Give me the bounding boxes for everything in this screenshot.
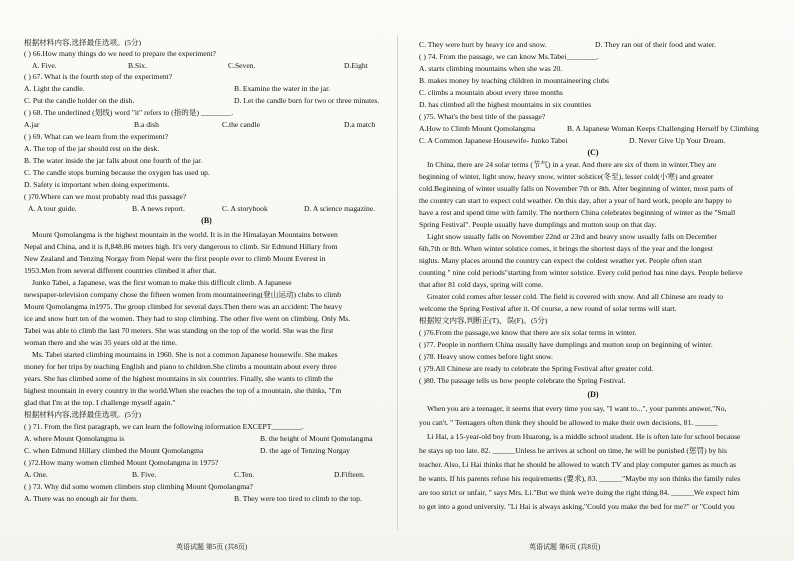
- q71-option-c: C. when Edmund Hillary climbed the Mount Qomolangma: [24, 446, 204, 455]
- passage-d-line: you can't. " Teenagers often think they should be allowed to make their own decisions, 81. ______: [419, 418, 718, 427]
- passage-c-line: welcome the Spring Festival after it. Of course, a new round of solar terms will start.: [419, 304, 677, 313]
- passage-c-line: have a rest and spend time with family. The northern China celebrates beginning of winter as the "Small: [419, 208, 736, 217]
- passage-b-line: 1953.Men from several different countries climbed it after that.: [24, 266, 217, 275]
- passage-b-line: Tabei was able to climb the last 70 meters. She was standing on the top of the world. She was the first: [24, 326, 334, 335]
- tf-item-77: ( )77. People in northern China usually have dumplings and mutton soup on beginning of winter.: [419, 340, 713, 349]
- q68-option-b: B.a dish: [134, 120, 159, 129]
- passage-d-line: are too strict or unfair, " says Mrs. Li."But we think we're doing the right thing.84. ______We expect him: [419, 488, 740, 497]
- q75-option-a: A.How to Climb Mount Qomolangma: [419, 124, 536, 133]
- q72-option-d: D.Fifteen.: [334, 470, 365, 479]
- q71-stem: ( ) 71. From the first paragraph, we can learn the following information EXCEPT________.: [24, 422, 304, 431]
- page-footer-left: 英语试题 第5页 (共8页): [176, 543, 248, 551]
- q69-option-b: B. The water inside the jar falls about one fourth of the jar.: [24, 156, 203, 165]
- q73-option-a: A. There was no enough air for them.: [24, 494, 138, 503]
- instruction-text-c: 根据短文内容,判断正(T)、误(F)。(5分): [419, 316, 548, 325]
- q74-option-d: D. has climbed all the highest mountains in six countries: [419, 100, 592, 109]
- passage-b-line: New Zealand and Tenzing Norgay from Nepal were the first people ever to climb Mount Everest in: [24, 254, 326, 263]
- passage-b-line: Junko Tabei, a Japanese, was the first woman to make this difficult climb. A Japanese: [32, 278, 292, 287]
- q70-option-a: A. A tour guide.: [28, 204, 77, 213]
- q67-option-d: D. Let the candle burn for two or three minutes.: [234, 96, 380, 105]
- passage-c-line: Light snow usually falls on November 22nd or 23rd and heavy snow usually falls on December: [427, 232, 717, 241]
- q73-stem: ( ) 73. Why did some women climbers stop climbing Mount Qomolangma?: [24, 482, 253, 491]
- tf-item-80: ( )80. The passage tells us how people celebrate the Spring Festival.: [419, 376, 626, 385]
- passage-c-line: beginning of winter, light snow, heavy snow, winter solstice(冬至), lesser cold(小寒) and greater: [419, 172, 714, 181]
- q71-option-a: A. where Mount Qomolangma is: [24, 434, 125, 443]
- passage-c-line: Greater cold comes after lesser cold. The field is covered with snow. And all Chinese are ready to: [427, 292, 724, 301]
- q70-option-d: D. A science magazine.: [304, 204, 376, 213]
- q74-option-a: A. starts climbing mountains when she was 20.: [419, 64, 563, 73]
- passage-b-line: highest mountain in every country in the world.When she reaches the top of a mountain, she thinks, "I'm: [24, 386, 342, 395]
- passage-d-line: Li Hai, a 15-year-old boy from Huarong, is a middle school student. He is often late for school because: [427, 432, 741, 441]
- passage-b-label: (B): [201, 216, 212, 225]
- passage-d-label: (D): [587, 390, 599, 399]
- q69-option-a: A. The top of the jar should rest on the desk.: [24, 144, 160, 153]
- passage-d-line: teacher. Also, Li Hai thinks that he should be allowed to watch TV and play computer games as much as: [419, 460, 737, 469]
- q68-option-c: C.the candle: [222, 120, 260, 129]
- passage-b-line: glad that I'm at the top. I challenge myself again.": [24, 398, 176, 407]
- q69-option-c: C. The candle stops burning because the oxygen has used up.: [24, 168, 210, 177]
- q70-option-b: B. A news report.: [132, 204, 185, 213]
- passage-c-line: counting " nine cold periods"starting from winter solstice. Every cold period has nine days. People believe: [419, 268, 743, 277]
- passage-d-line: to get into a good university. "Li Hai is always asking,"Could you make the bed for me?" or "Could you: [419, 502, 735, 511]
- passage-b-line: woman there and she was 35 years old at the time.: [24, 338, 177, 347]
- q74-stem: ( ) 74. From the passage, we can know Ms.Tabei________.: [419, 52, 599, 61]
- q72-option-c: C.Ten.: [234, 470, 255, 479]
- passage-d-line: he stays up too late. 82. ______Unless he arrives at school on time, he will be punished (惩罚) by his: [419, 446, 727, 455]
- q66-stem: ( ) 66.How many things do we need to prepare the experiment?: [24, 49, 216, 58]
- q74-option-c: C. climbs a mountain about every three months: [419, 88, 563, 97]
- q71-option-d: D. the age of Tenzing Norgay: [260, 446, 350, 455]
- q75-stem: ( )75. What's the best title of the passage?: [419, 112, 546, 121]
- tf-item-78: ( )78. Heavy snow comes before light snow.: [419, 352, 553, 361]
- q68-option-a: A.jar: [24, 120, 40, 129]
- q70-option-c: C. A storybook: [222, 204, 268, 213]
- q68-stem: ( ) 68. The underlined (划线) word "it" refers to (指的是) ________.: [24, 108, 234, 117]
- q73-option-c: C. They were hurt by heavy ice and snow.: [419, 40, 547, 49]
- q67-stem: ( ) 67. What is the fourth step of the experiment?: [24, 72, 173, 81]
- q69-option-d: D. Safety is important when doing experiments.: [24, 180, 170, 189]
- q75-option-d: D. Never Give Up Your Dream.: [629, 136, 726, 145]
- passage-d-line: he wants. If his parents refuse his requirements (要求), 83. ______"Maybe my son thinks the family rules: [419, 474, 741, 483]
- q66-option-b: B.Six.: [128, 61, 147, 70]
- q72-option-a: A. One.: [24, 470, 48, 479]
- tf-item-79: ( )79.All Chinese are ready to celebrate the Spring Festival after greater cold.: [419, 364, 654, 373]
- passage-c-line: 6th,7th or 8th. When winter solstice comes, it brings the shortest days of the year and the longest: [419, 244, 713, 253]
- column-divider: [397, 35, 398, 530]
- passage-c-line: In China, there are 24 solar terms (节气) in a year. And there are six of them in winter.They are: [427, 160, 717, 169]
- q69-stem: ( ) 69. What can we learn from the experiment?: [24, 132, 169, 141]
- passage-b-line: years. She has climbed some of the highest mountains in six countries. Finally, she wants to climb the: [24, 374, 334, 383]
- passage-b-line: Ms. Tabei started climbing mountains in 1960. She is not a common Japanese housewife. She makes: [32, 350, 338, 359]
- right-column: [407, 0, 779, 561]
- q67-option-b: B. Examine the water in the jar.: [234, 84, 331, 93]
- q73-option-b: B. They were too tired to climb to the top.: [234, 494, 362, 503]
- passage-b-line: Nepal and China, and it is 8,848.86 meters high. It's very dangerous to climb. Sir Edmund Hillary from: [24, 242, 338, 251]
- q73-option-d: D. They ran out of their food and water.: [595, 40, 716, 49]
- passage-c-label: (C): [587, 148, 599, 157]
- q75-option-c: C. A Common Japanese Housewife- Junko Tabei: [419, 136, 568, 145]
- q67-option-c: C. Put the candle holder on the dish.: [24, 96, 135, 105]
- instruction-text: 根据材料内容,选择最佳选项。(5分): [24, 38, 142, 47]
- passage-c-line: the country can start to expect cold weather. On this day, after a year of hard work, people are happy to: [419, 196, 732, 205]
- q74-option-b: B. makes money by teaching children in mountaineering clubs: [419, 76, 610, 85]
- tf-item-76: ( )76.From the passage,we know that there are six solar terms in winter.: [419, 328, 637, 337]
- passage-c-line: Spring Festival". People usually have dumplings and mutton soup on that day.: [419, 220, 657, 229]
- q71-option-b: B. the height of Mount Qomolangma: [260, 434, 373, 443]
- q68-option-d: D.a match: [344, 120, 376, 129]
- left-column: [24, 0, 389, 561]
- passage-b-line: money for her trips by teaching English and piano to children.She climbs a mountain about every three: [24, 362, 337, 371]
- passage-b-line: newspaper-television company chose the fifteen women from mountaineering(登山运动) clubs to climb: [24, 290, 342, 299]
- page-footer-right: 英语试题 第6页 (共8页): [529, 543, 601, 551]
- passage-c-line: cold.Beginning of winter usually falls on November 7th or 8th. After beginning of winter, most parts of: [419, 184, 734, 193]
- q66-option-a: A. Five.: [32, 61, 57, 70]
- passage-b-line: Mount Qomolangma in1975. The group climbed for several days.Then there was an accident: The heavy: [24, 302, 343, 311]
- q72-option-b: B. Five.: [132, 470, 157, 479]
- passage-b-line: Mount Qomolangma is the highest mountain in the world. It is in the Himalayan Mountains between: [32, 230, 338, 239]
- passage-d-line: When you are a teenager, it seems that every time you say, "I want to...", your parents answer,"No,: [427, 404, 727, 413]
- passage-b-line: ice and snow hurt ten of the women. They had to stop climbing. The other five went on climbing. Only Ms.: [24, 314, 351, 323]
- q67-option-a: A. Light the candle.: [24, 84, 85, 93]
- q75-option-b: B. A Japanese Woman Keeps Challenging Herself by Climbing: [567, 124, 759, 133]
- q66-option-d: D.Eight: [344, 61, 368, 70]
- q66-option-c: C.Seven.: [228, 61, 256, 70]
- passage-c-line: that after 81 cold days, spring will come.: [419, 280, 544, 289]
- q72-stem: ( )72.How many women climbed Mount Qomolangma in 1975?: [24, 458, 219, 467]
- q70-stem: ( )70.Where can we most probably read this passage?: [24, 192, 187, 201]
- passage-c-line: nights. Many places around the country can expect the coldest weather yet. People often start: [419, 256, 702, 265]
- instruction-text-b: 根据材料内容,选择最佳选项。(5分): [24, 410, 142, 419]
